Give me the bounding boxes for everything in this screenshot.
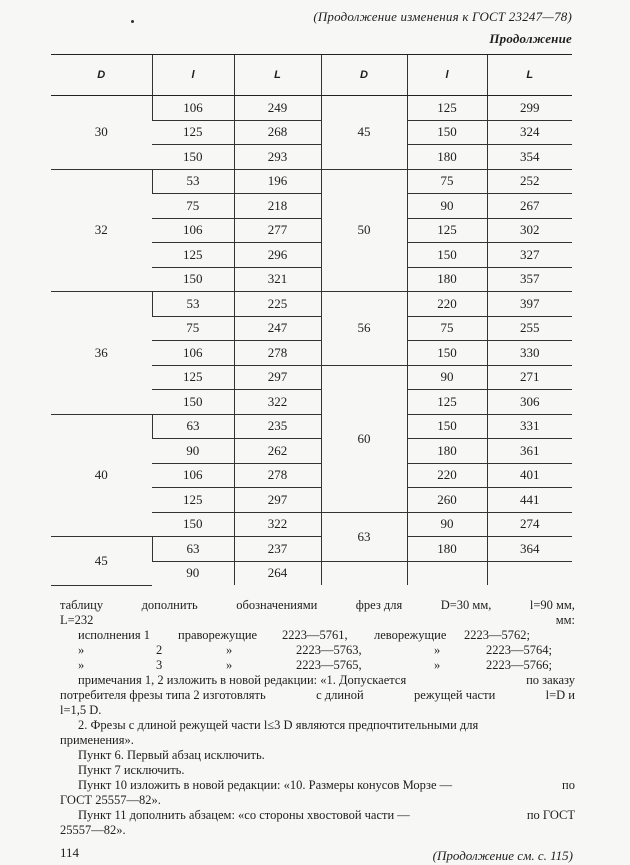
cell-L-right: 331 (487, 414, 572, 439)
paragraph-table-designations (60, 598, 575, 628)
cell-D-right: 63 (321, 512, 407, 561)
cell-L-left: 196 (234, 169, 321, 194)
text-fragment: режущей части (414, 688, 496, 702)
table-row (51, 414, 572, 439)
dimensions-table (51, 54, 572, 586)
cell-l-right: 150 (407, 414, 487, 439)
cell-L-right: 302 (487, 218, 572, 243)
cell-D-left: 36 (51, 292, 152, 415)
cell-l-left: 150 (152, 512, 234, 537)
cell-l-left: 63 (152, 537, 234, 562)
cell-D-right: 56 (321, 292, 407, 366)
exec-number: 3 (156, 658, 163, 672)
cell-L-left: 262 (234, 439, 321, 464)
text-fragment: по (562, 778, 575, 792)
col-header-D-left: D (51, 55, 152, 96)
table-row (51, 96, 572, 121)
exec-number: 2 (156, 643, 163, 657)
exec-ditto: » (434, 643, 441, 657)
text-fragment: l=D и (545, 688, 575, 702)
cell-D-left: 45 (51, 537, 152, 586)
cell-L-right: 441 (487, 488, 572, 513)
cell-l-left: 53 (152, 292, 234, 317)
cell-L-right: 324 (487, 120, 572, 145)
cell-l-right: 220 (407, 463, 487, 488)
execution-row-1 (60, 628, 575, 643)
cell-L-right: 267 (487, 194, 572, 219)
cell-l-right: 75 (407, 169, 487, 194)
cell-L-left: 322 (234, 512, 321, 537)
cell-L-right: 274 (487, 512, 572, 537)
exec-ditto: » (434, 658, 441, 672)
cell-l-left: 90 (152, 439, 234, 464)
cell-l-right: 180 (407, 267, 487, 292)
cell-l-left: 53 (152, 169, 234, 194)
text-line: l=1,5 D. (60, 703, 102, 717)
table-header-row (51, 55, 572, 96)
exec-code: 2223—5764; (486, 643, 552, 657)
exec-code: 2223—5763, (296, 643, 362, 657)
cell-l-left: 90 (186, 565, 200, 581)
cell-l-right: 150 (407, 120, 487, 145)
cell-L-left: 293 (234, 145, 321, 170)
cell-l-right: 180 (407, 537, 487, 562)
cell-l-right: 150 (407, 341, 487, 366)
cell-L-left: 322 (234, 390, 321, 415)
text-fragment: l=90 мм, (529, 598, 575, 612)
cell-l-left: 106 (152, 463, 234, 488)
cell-l-right: 220 (407, 292, 487, 317)
cell-l-left: 63 (152, 414, 234, 439)
cell-l-right: 125 (407, 96, 487, 121)
cell-l-left: 125 (152, 120, 234, 145)
exec-type: праворежущие (178, 628, 258, 642)
cell-l-right: 125 (407, 390, 487, 415)
execution-list (60, 628, 575, 673)
cell-L-right: 271 (487, 365, 572, 390)
cell-L-left: 235 (234, 414, 321, 439)
text-fragment: таблицу (60, 598, 104, 612)
text-fragment: фрез для (355, 598, 403, 612)
cell-l-right: 90 (407, 194, 487, 219)
cell-L-left: 278 (234, 341, 321, 366)
cell-L-right: 330 (487, 341, 572, 366)
cell-L-left: 321 (234, 267, 321, 292)
cell-L-right: 361 (487, 439, 572, 464)
cell-l-left: 125 (152, 365, 234, 390)
table-row (51, 537, 572, 562)
text-fragment: потребителя фрезы типа 2 изготовлять (60, 688, 266, 702)
text-line: L=232 мм: (60, 613, 575, 627)
cell-L-right: 354 (487, 145, 572, 170)
cell-l-right: 180 (407, 439, 487, 464)
paragraph-item-7 (60, 748, 575, 778)
paragraph-item-11 (60, 808, 575, 838)
paragraph-item-10 (60, 778, 575, 808)
cell-L-left: 297 (234, 365, 321, 390)
table-row (51, 292, 572, 317)
col-header-l-left: l (152, 55, 234, 96)
exec-code: 2223—5762; (464, 628, 530, 642)
exec-type: леворежущие (374, 628, 447, 642)
cell-l-left: 106 (152, 341, 234, 366)
cell-D-left: 30 (51, 96, 152, 170)
cell-l-right: 260 (407, 488, 487, 513)
cell-D-right: 60 (321, 365, 407, 512)
text-fragment: с длиной (316, 688, 364, 702)
cell-l-left: 75 (152, 194, 234, 219)
table-body (51, 96, 572, 586)
cell-L-left: 249 (234, 96, 321, 121)
text-fragment: обозначениями (236, 598, 318, 612)
text-fragment: D=30 мм, (440, 598, 492, 612)
cell-L-right: 299 (487, 96, 572, 121)
text-fragment: примечания 1, 2 изложить в новой редакции: «1. Допускается (78, 673, 407, 687)
cell-L-right: 306 (487, 390, 572, 415)
cell-L-left: 247 (234, 316, 321, 341)
cell-L-left: 277 (234, 218, 321, 243)
execution-row-3 (60, 658, 575, 673)
cell-l-left: 150 (152, 145, 234, 170)
continuation-note: (Продолжение изменения к ГОСТ 23247—78) (313, 9, 572, 24)
paragraph-notes (60, 673, 575, 718)
exec-code: 2223—5766; (486, 658, 552, 672)
text-line: Пункт 6. Первый абзац исключить. (78, 748, 265, 762)
cell-L-right: 252 (487, 169, 572, 194)
text-fragment: по заказу (526, 673, 575, 687)
text-fragment: дополнить (141, 598, 198, 612)
cell-L-right: 357 (487, 267, 572, 292)
cell-l-left: 106 (152, 218, 234, 243)
cell-l-left: 125 (152, 488, 234, 513)
cell-D-right: 45 (321, 96, 407, 170)
col-header-L-left: L (234, 55, 321, 96)
cell-D-right: 50 (321, 169, 407, 292)
cell-l-right: 90 (407, 365, 487, 390)
exec-label: исполнения 1 (78, 628, 150, 642)
page-number: 114 (60, 845, 80, 860)
footer-continuation: (Продолжение см. с. 115) (432, 848, 573, 863)
exec-ditto: » (78, 658, 85, 672)
cell-L-left: 237 (234, 537, 321, 562)
exec-code: 2223—5765, (296, 658, 362, 672)
cell-L-right: 364 (487, 537, 572, 562)
cell-l-right: 90 (407, 512, 487, 537)
cell-L-right: 255 (487, 316, 572, 341)
speck-top (131, 20, 134, 23)
cell-L-left: 296 (234, 243, 321, 268)
cell-L-left: 218 (234, 194, 321, 219)
exec-ditto: » (78, 643, 85, 657)
table-row (51, 169, 572, 194)
cell-L-left: 297 (234, 488, 321, 513)
cell-L-left: 268 (234, 120, 321, 145)
col-header-L-right: L (487, 55, 572, 96)
cell-L-right: 401 (487, 463, 572, 488)
cell-L-right: 397 (487, 292, 572, 317)
cell-l-right: 125 (407, 218, 487, 243)
text-fragment: 2. Фрезы с длиной режущей части l≤3 D являются предпочтительными для (78, 718, 479, 732)
cell-l-left: 150 (152, 390, 234, 415)
cell-l-right: 180 (407, 145, 487, 170)
col-header-D-right: D (321, 55, 407, 96)
cell-L-left: 225 (234, 292, 321, 317)
execution-row-2 (60, 643, 575, 658)
text-line: ГОСТ 25557—82». (60, 793, 161, 807)
col-header-l-right: l (407, 55, 487, 96)
cell-l-left: 125 (152, 243, 234, 268)
continuation-label: Продолжение (489, 31, 572, 46)
text-fragment: Пункт 11 дополнить абзацем: «со стороны хвостовой части — (78, 808, 410, 822)
exec-ditto: » (226, 658, 233, 672)
cell-L-left: 278 (234, 463, 321, 488)
cell-D-left: 40 (51, 414, 152, 537)
text-line: Пункт 7 исключить. (78, 763, 185, 777)
text-fragment: по ГОСТ (526, 808, 575, 822)
cell-l-left: 106 (152, 96, 234, 121)
cell-D-left: 32 (51, 169, 152, 292)
cell-l-left: 75 (152, 316, 234, 341)
exec-ditto: » (226, 643, 233, 657)
cell-l-right: 150 (407, 243, 487, 268)
exec-code: 2223—5761, (282, 628, 348, 642)
cell-l-right: 75 (407, 316, 487, 341)
cell-L-left: 264 (234, 561, 321, 585)
text-line: применения». (60, 733, 134, 747)
cell-l-left: 150 (152, 267, 234, 292)
text-line: 25557—82». (60, 823, 126, 837)
cell-L-right: 327 (487, 243, 572, 268)
text-fragment: Пункт 10 изложить в новой редакции: «10. Размеры конусов Морзе — (78, 778, 453, 792)
